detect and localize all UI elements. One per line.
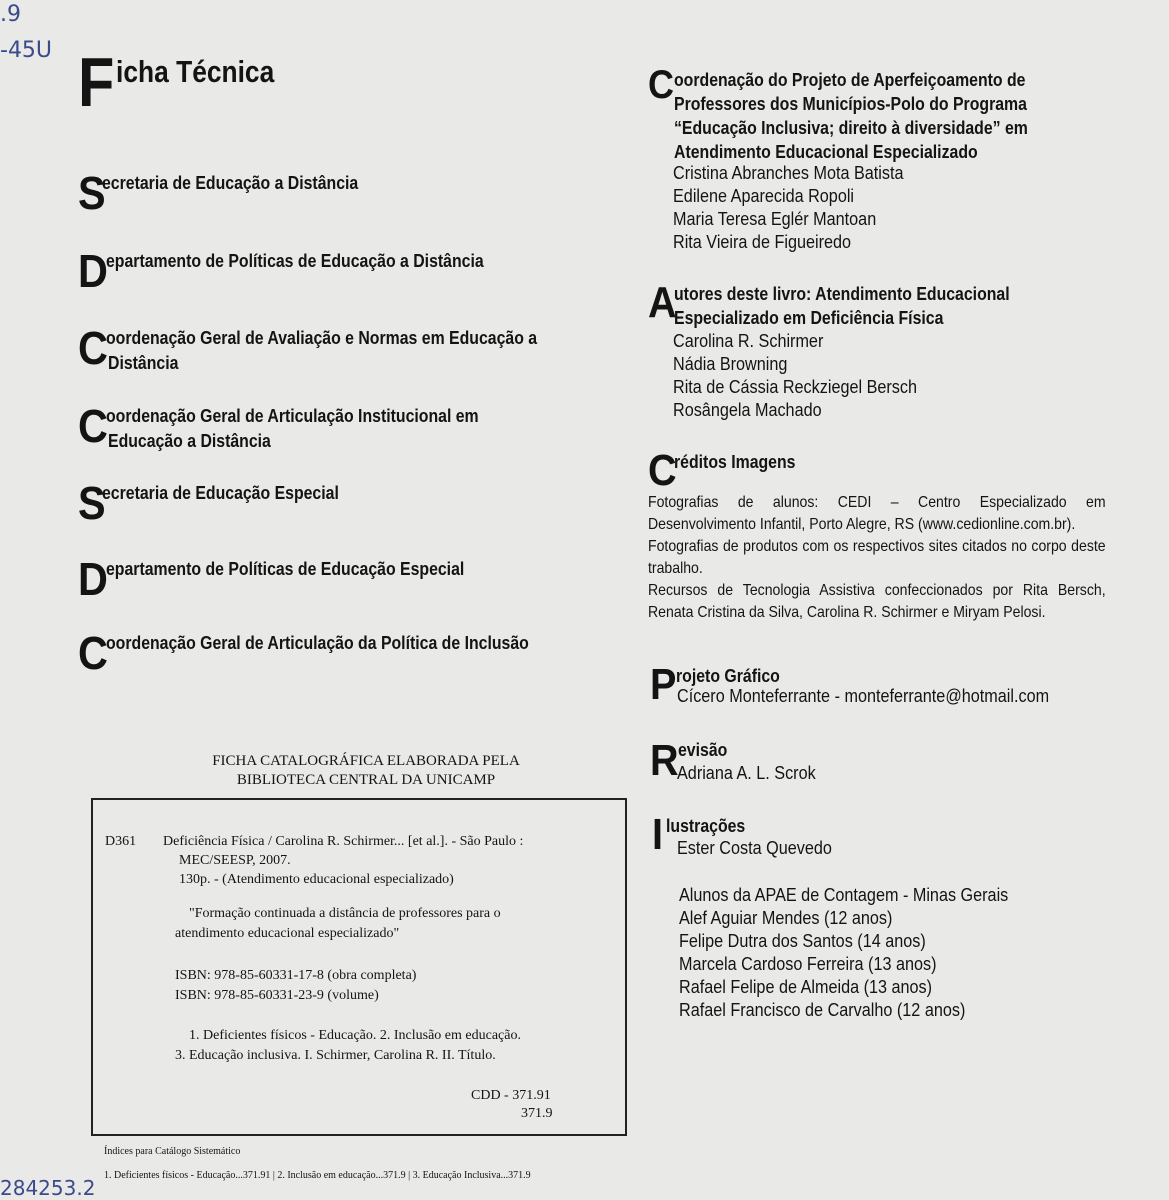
section-heading: rojeto Gráfico <box>676 666 780 686</box>
catalog-header <box>156 752 576 790</box>
section-heading-line2: Especializado em Deficiência Física <box>674 308 944 328</box>
catalog-code: D361 <box>105 834 137 849</box>
ilustracoes-name: Ester Costa Quevedo <box>677 838 832 858</box>
section-heading: epartamento de Políticas de Educação Especial <box>106 559 465 579</box>
section-dropcap: C <box>648 446 677 495</box>
section-heading: utores deste livro: Atendimento Educacional <box>674 284 1010 304</box>
catalog-line: Deficiência Física / Carolina R. Schirmer... [et al.]. - São Paulo : <box>163 834 524 849</box>
section-heading: ecretaria de Educação Especial <box>102 483 339 503</box>
list-item: Rafael Francisco de Carvalho (12 anos) <box>679 1000 966 1020</box>
catalog-line: MEC/SEESP, 2007. <box>179 853 291 868</box>
creditos-paragraph: Fotografias de produtos com os respectivos sites citados no corpo deste trabalho. <box>648 538 1106 577</box>
list-item: Alef Aguiar Mendes (12 anos) <box>679 908 893 928</box>
catalog-index-title: Índices para Catálogo Sistemático <box>104 1146 241 1157</box>
section-heading: oordenação do Projeto de Aperfeiçoamento de <box>674 70 1026 90</box>
title-text: icha Técnica <box>116 54 275 89</box>
section-heading-line2: Educação a Distância <box>108 431 271 451</box>
catalog-cdd: CDD - 371.91 <box>471 1088 551 1103</box>
list-item: Carolina R. Schirmer <box>673 331 824 351</box>
margin-note-call-number: -45U <box>0 38 53 63</box>
section-heading-line2: Professores dos Municípios-Polo do Programa <box>674 94 1027 114</box>
list-item: Rafael Felipe de Almeida (13 anos) <box>679 977 933 997</box>
page-title <box>78 43 275 121</box>
projeto-name: Cícero Monteferrante - monteferrante@hotmail.com <box>677 686 1050 706</box>
catalog-line: 130p. - (Atendimento educacional especializado) <box>179 872 454 887</box>
list-item: Alunos da APAE de Contagem - Minas Gerais <box>679 885 1009 905</box>
section-dropcap: C <box>78 322 108 374</box>
margin-note-top: .9 <box>0 2 21 27</box>
catalog-header-line2: BIBLIOTECA CENTRAL DA UNICAMP <box>236 772 496 788</box>
section-dropcap: D <box>78 553 108 605</box>
margin-note-bottom: 284253.2 <box>0 1176 96 1200</box>
section-dropcap: S <box>78 167 106 219</box>
section-dropcap: A <box>648 278 677 327</box>
section-heading: oordenação Geral de Articulação Institucional em <box>106 406 479 426</box>
title-dropcap: F <box>78 43 115 121</box>
catalog-isbn: ISBN: 978-85-60331-17-8 (obra completa) <box>175 968 417 983</box>
creditos-paragraph: Recursos de Tecnologia Assistiva confeccionados por Rita Bersch, Renata Cristina da Silva, Carolina R. Schirmer e Miryam Pelosi. <box>648 582 1106 621</box>
catalog-line: atendimento educacional especializado" <box>175 926 400 941</box>
catalog-subjects: 3. Educação inclusiva. I. Schirmer, Carolina R. II. Título. <box>175 1048 496 1063</box>
section-dropcap: R <box>650 736 679 785</box>
section-heading: réditos Imagens <box>674 452 796 472</box>
section-dropcap: C <box>648 63 675 107</box>
catalog-cdd: 371.9 <box>521 1106 553 1121</box>
catalog-isbn: ISBN: 978-85-60331-23-9 (volume) <box>175 988 379 1003</box>
catalog-index-line: 1. Deficientes físicos - Educação...371.91 | 2. Inclusão em educação...371.9 | 3. Educação Inclusiva...371.9 <box>104 1170 531 1181</box>
section-dropcap: D <box>78 245 108 297</box>
creditos-text <box>648 492 1106 624</box>
section-heading: oordenação Geral de Articulação da Política de Inclusão <box>106 633 529 653</box>
creditos-paragraph: Fotografias de alunos: CEDI – Centro Especializado em Desenvolvimento Infantil, Porto Alegre, RS (www.cedionline.com.br). <box>648 494 1106 533</box>
section-dropcap: S <box>78 477 106 529</box>
section-heading: oordenação Geral de Avaliação e Normas em Educação a <box>106 328 538 348</box>
section-dropcap: C <box>78 627 108 679</box>
list-item: Rita Vieira de Figueiredo <box>673 232 852 252</box>
section-heading-line2: Distância <box>108 353 179 373</box>
section-dropcap: C <box>78 400 108 452</box>
list-item: Maria Teresa Eglér Mantoan <box>673 209 877 229</box>
catalog-subjects: 1. Deficientes físicos - Educação. 2. Inclusão em educação. <box>189 1028 521 1043</box>
section-heading: epartamento de Políticas de Educação a Distância <box>106 251 484 271</box>
section-dropcap: I <box>652 810 664 859</box>
catalog-card <box>91 798 627 1136</box>
list-item: Nádia Browning <box>673 354 788 374</box>
list-item: Cristina Abranches Mota Batista <box>673 163 904 183</box>
section-heading: lustrações <box>666 816 746 836</box>
list-item: Edilene Aparecida Ropoli <box>673 186 855 206</box>
list-item: Rita de Cássia Reckziegel Bersch <box>673 377 918 397</box>
section-heading: ecretaria de Educação a Distância <box>102 173 359 193</box>
coord-names-list <box>673 162 904 254</box>
ilustracoes-names-list <box>679 884 1008 1022</box>
section-dropcap: P <box>650 660 677 709</box>
list-item: Felipe Dutra dos Santos (14 anos) <box>679 931 926 951</box>
section-heading: evisão <box>678 740 728 760</box>
section-heading-line4: Atendimento Educacional Especializado <box>674 142 978 162</box>
list-item: Rosângela Machado <box>673 400 822 420</box>
catalog-line: "Formação continuada a distância de professores para o <box>189 906 501 921</box>
section-heading-line3: “Educação Inclusiva; direito à diversidade” em <box>674 118 1028 138</box>
revisao-name: Adriana A. L. Scrok <box>677 763 816 783</box>
autores-names-list <box>673 330 917 422</box>
catalog-header-line1: FICHA CATALOGRÁFICA ELABORADA PELA <box>212 753 520 769</box>
list-item: Marcela Cardoso Ferreira (13 anos) <box>679 954 937 974</box>
